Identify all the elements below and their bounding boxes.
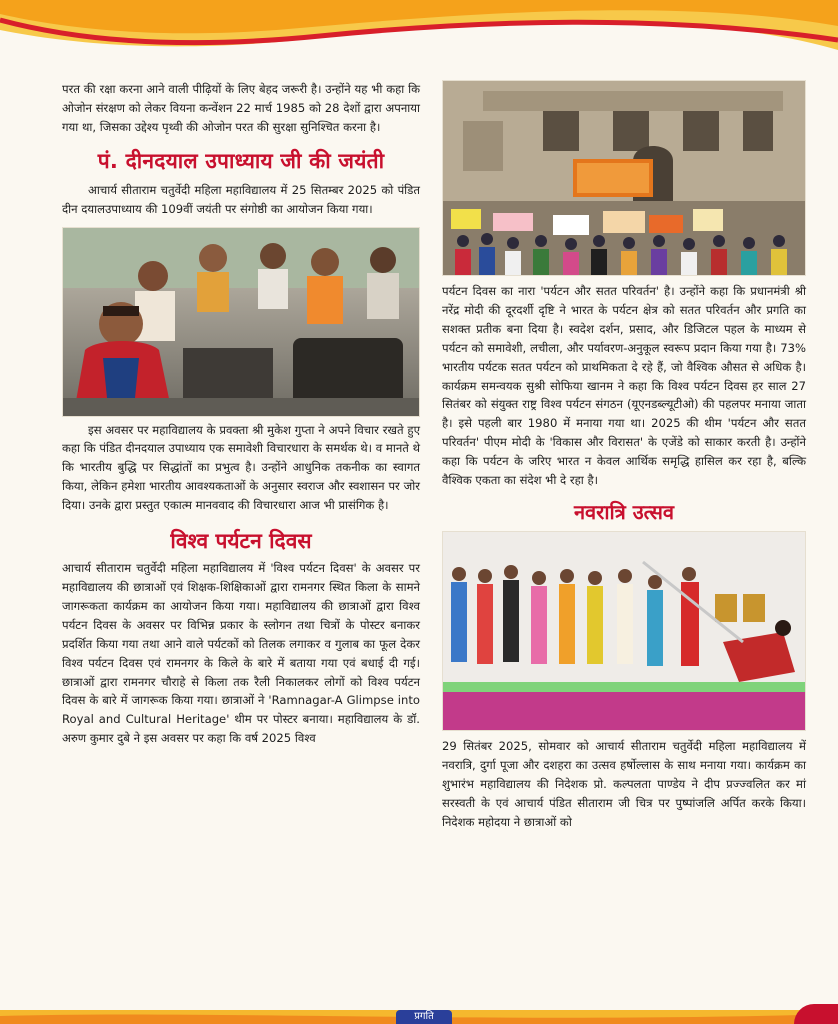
intro-paragraph: परत की रक्षा करना आने वाली पीढ़ियों के लिए बेहद जरूरी है। उन्होंने यह भी कहा कि ओजोन संरक्षण को लेकर वियना कन्वेंशन 22 मार्च 1985 को 28 देशों द्वारा अपनाया गया था, जिसका उद्देश्य पृथ्वी की ओजोन परत की सुरक्षा सुनिश्चित करना है। xyxy=(62,82,420,134)
left-column xyxy=(62,80,420,748)
section-title-navratri: नवरात्रि उत्सव xyxy=(573,499,675,524)
tourism-paragraph-right: पर्यटन दिवस का नारा 'पर्यटन और सतत परिवर्तन' है। उन्होंने कहा कि प्रधानमंत्री श्री नरेंद्र मोदी की दूरदर्शी दृष्टि ने भारत के पर्यटन क्षेत्र को सतत परिवर्तन और प्रगति का सशक्त प्रतीक बना दिया है। स्वदेश दर्शन, प्रसाद, और डिजिटल पहल के माध्यम से पर्यटन को समावेशी, लचीला, और पर्यावरण-अनुकूल स्वरूप प्रदान किया गया है। 73% भारतीय पर्यटक सतत पर्यटन को प्राथमिकता दे रहे हैं, जो वैश्विक औसत से अधिक है। कार्यक्रम समन्वयक सुश्री सोफिया खानम ने कहा कि विश्व पर्यटन दिवस हर साल 27 सितंबर को संयुक्त राष्ट्र विश्व पर्यटन संगठन (यूएनडब्ल्यूटीओ) की पहलपर मनाया जाता है। इसे पहली बार 1980 में मनाया गया था। 2025 की थीम 'पर्यटन और सतत परिवर्तन' पीएम मोदी के 'विकास और विरासत' के एजेंडे को साकार करती है। उन्होंने कहा कि पर्यटन के जरिए भारत न केवल आर्थिक समृद्धि हासिल कर रहा है, बल्कि वैश्विक एकता का संदेश भी दे रहा है। xyxy=(442,284,806,488)
navratri-performance-photo xyxy=(442,531,806,731)
tourism-paragraph-left: आचार्य सीताराम चतुर्वेदी महिला महाविद्यालय में 'विश्व पर्यटन दिवस' के अवसर पर महाविद्यालय की छात्राओं एवं शिक्षक-शिक्षिकाओं द्वारा रामनगर स्थित किला के सामने जागरूकता कार्यक्रम का आयोजन किया गया। महाविद्यालय की छात्राओं द्वारा विश्व पर्यटन दिवस के अवसर पर विभिन्न प्रकार के स्लोगन तथा चित्रों के पोस्टर बनाकर प्रदर्शित किया गया तथा आने वाले पर्यटकों को तिलक लगाकर व गुलाब का फूल देकर विश्व पर्यटन दिवस एवं रामनगर के किले के बारे में बताया गया एवं बधाई दी गई। छात्राओं द्वारा रामनगर चौराहे से किला तक रैली निकालकर लोगों को विश्व पर्यटन दिवस के बारे में जागरूक किया गया। छात्राओं ने 'Ramnagar-A Glimpse into Royal and Cultural Heritage' थीम पर पोस्टर बनाया। महाविद्यालय के डॉ. अरुण कुमार दुबे ने इस अवसर पर कहा कि वर्ष 2025 विश्व xyxy=(62,561,420,746)
footer-tag: प्रगति xyxy=(396,1010,452,1024)
page-corner xyxy=(794,1004,838,1024)
top-decorative-band xyxy=(0,0,838,70)
deendayal-paragraph-1: आचार्य सीताराम चतुर्वेदी महिला महाविद्यालय में 25 सितम्बर 2025 को पंडित दीन दयालउपाध्याय की 109वीं जयंती पर संगोष्ठी का आयोजन किया गया। xyxy=(62,182,420,216)
navratri-paragraph: 29 सितंबर 2025, सोमवार को आचार्य सीताराम चतुर्वेदी महिला महाविद्यालय में नवरात्रि, दुर्गा पूजा और दशहरा का उत्सव हर्षोल्लास के साथ मनाया गया। कार्यक्रम का शुभारंभ महाविद्यालय की निदेशक प्रो. कल्पलता पाण्डेय ने दीप प्रज्ज्वलित कर मां सरस्वती के एवं आचार्य पंडित सीताराम जी चित्र पर पुष्पांजलि अर्पित करके किया। निदेशक महोदया ने छात्राओं को xyxy=(442,738,806,829)
section-title-deendayal: पं. दीनदयाल उपाध्याय जी की जयंती xyxy=(97,148,385,173)
section-title-world-tourism-day: विश्व पर्यटन दिवस xyxy=(170,529,312,554)
fort-rally-photo xyxy=(442,80,806,276)
deendayal-paragraph-2: इस अवसर पर महाविद्यालय के प्रवक्ता श्री मुकेश गुप्ता ने अपने विचार रखते हुए कहा कि पंडित दीनदयाल उपाध्याय एक समावेशी विचारधारा के समर्थक थे। व मानते थे कि भारतीय बुद्धि पर सिद्धांतों का प्रभुत्व है। उन्होंने आधुनिक तकनीक का स्वागत किया, लेकिन हमेशा भारतीय आवश्यकताओं के अनुसार स्वराज और स्वशासन पर जोर दिया। उनके द्वारा प्रस्तुत एकात्म मानववाद की विचारधारा आज भी प्रासंगिक है। xyxy=(62,422,420,513)
right-column xyxy=(442,80,806,832)
seminar-audience-photo xyxy=(62,227,420,417)
